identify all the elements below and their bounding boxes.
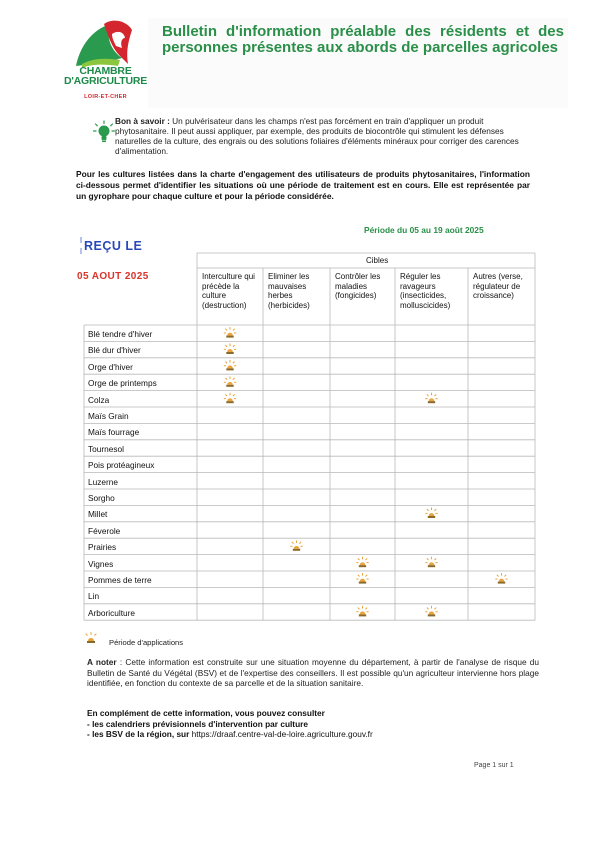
note-body: : Cette information est construite sur une situation moyenne du département, à partir de l'analyse de risque du Bulletin de Santé du Végétal (BSV) et de l'expertise des conseillers. Il est possible qu'un agriculteur intervienne hors plage identifiée, en fonction du contexte de sa parcelle et de la situation sanitaire. (87, 657, 539, 688)
complement-heading: En complément de cette information, vous pouvez consulter (87, 708, 325, 718)
crop-label: Pois protéagineux (88, 460, 155, 471)
column-header: Interculture qui précède la culture (destruction) (202, 272, 255, 310)
period-label: Période du 05 au 19 août 2025 (364, 225, 484, 235)
crop-label: Pommes de terre (88, 575, 152, 585)
tip-body: Un pulvérisateur dans les champs n'est pas forcément en train d'appliquer un produit phytosanitaire. Il peut aussi appliquer, par exemple, des produits de biocontrôle qui stimulent les défenses naturelles de la culture, des engrais ou des solutions foliaires d'éléments minéraux pour corriger des carences d'alimentation. (115, 116, 519, 156)
table-group-header: Cibles (366, 256, 389, 265)
logo-department: LOIR-ET-CHER (84, 94, 127, 100)
crop-label: Orge de printemps (88, 378, 157, 389)
crop-label: Blé tendre d'hiver (88, 329, 153, 339)
crop-label: Lin (88, 591, 100, 602)
crop-label: Colza (88, 394, 110, 405)
note-lead: A noter (87, 657, 117, 667)
crop-label: Vignes (88, 558, 114, 569)
legend-label: Période d'applications (109, 638, 184, 647)
column-header: Contrôler les maladies (fongicides) (335, 272, 381, 300)
column-header: Autres (verse, régulateur de croissance) (473, 272, 523, 300)
crop-label: Blé dur d'hiver (88, 345, 141, 356)
complement-calendars: - les calendriers prévisionnels d'intervention par culture (87, 718, 308, 729)
bsv-link[interactable]: https://draaf.centre-val-de-loire.agriculture.gouv.fr (191, 729, 373, 739)
crop-label: Féverole (88, 525, 121, 536)
crop-label: Tournesol (88, 443, 124, 454)
column-header: Réguler les ravageurs (insecticides, molluscicides) (400, 272, 451, 310)
note-paragraph (87, 657, 539, 689)
crop-label: Prairies (88, 542, 117, 553)
logo-brand-text: CHAMBRE D'AGRICULTURE (63, 65, 148, 87)
tip-lead: Bon à savoir : (115, 116, 170, 126)
page-number: Page 1 sur 1 (474, 762, 514, 769)
crop-label: Arboriculture (88, 607, 136, 618)
crop-label: Millet (88, 509, 108, 520)
crop-label: Maïs Grain (88, 411, 129, 421)
received-stamp: REÇU LE (84, 239, 143, 253)
crop-label: Orge d'hiver (88, 361, 133, 372)
column-header: Eliminer les mauvaises herbes (herbicides) (268, 272, 310, 310)
complement-block (87, 708, 547, 740)
complement-bsv: - les BSV de la région, sur (87, 729, 190, 739)
crop-label: Luzerne (88, 476, 118, 487)
page-title: Bulletin d'information préalable des résidents et des personnes présentes aux abords de parcelles agricoles (162, 23, 564, 56)
received-stamp-date: 05 AOUT 2025 (77, 271, 149, 282)
gyrophare-legend-icon (84, 632, 98, 644)
intro-paragraph: Pour les cultures listées dans la charte d'engagement des utilisateurs de produits phytosanitaires, l'information ci-dessous permet d'identifier les situations où une période de traitement est en cours. Elle est représentée par un gyrophare pour chaque culture et pour la période considérée. (76, 169, 530, 201)
crop-label: Sorgho (88, 493, 115, 503)
crop-label: Maïs fourrage (88, 427, 140, 438)
